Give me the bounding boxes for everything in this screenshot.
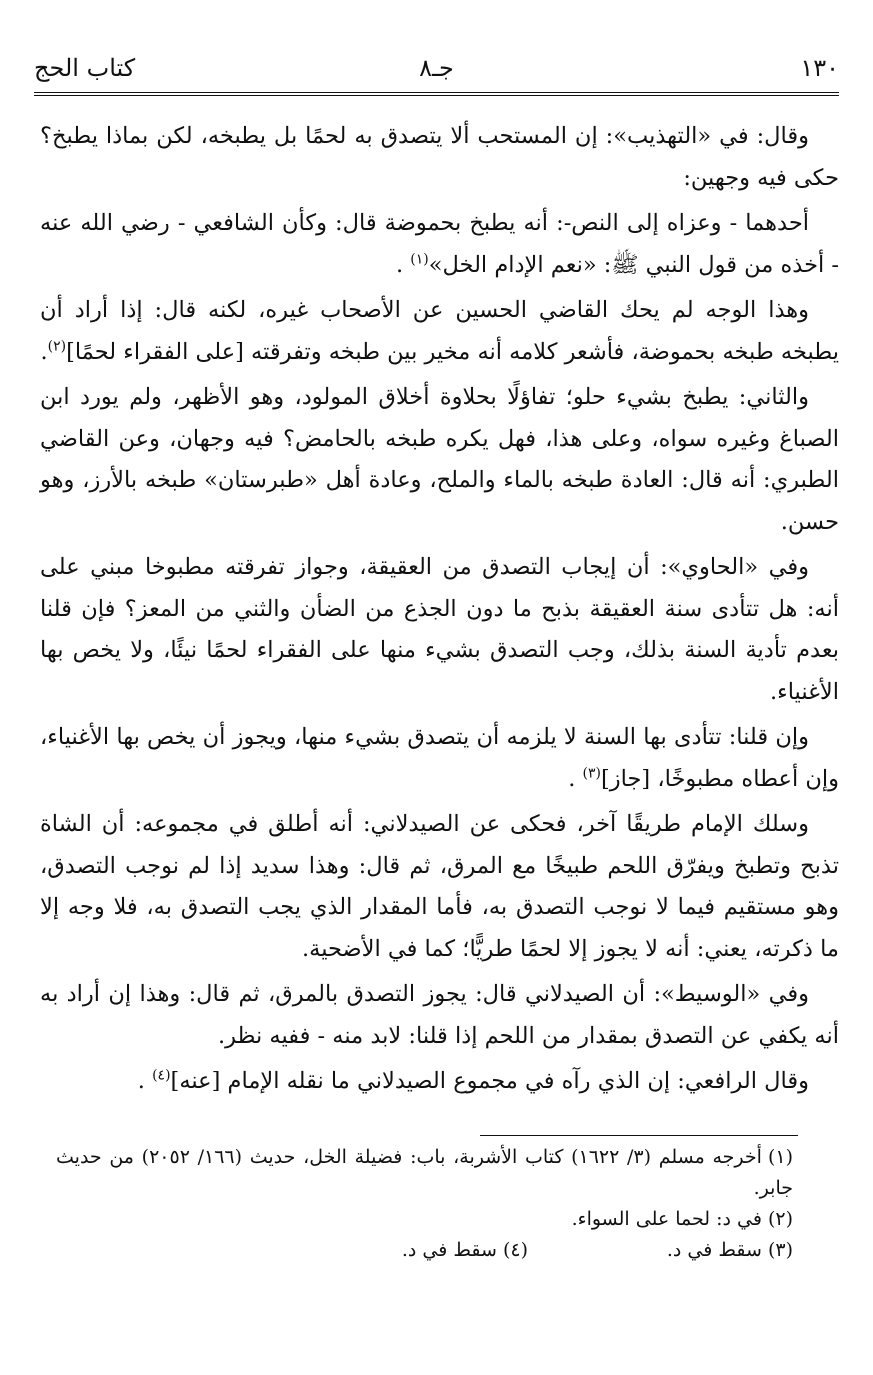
paragraph-text: وقال: في «التهذيب»: إن المستحب ألا يتصدق به لحمًا بل يطبخه، لكن بماذا يطبخ؟ حكى فيه وجهين: bbox=[40, 123, 839, 191]
paragraph-text: وهذا الوجه لم يحك القاضي الحسين عن الأصحاب غيره، لكنه قال: إذا أراد أن يطبخه طبخه بحموضة، فأشعر كلامه أنه مخير بين طبخه وتفرقته [على الفقراء لحمًا] bbox=[40, 297, 839, 365]
footnote-text: سقط في د. bbox=[401, 1239, 497, 1261]
paragraph bbox=[40, 116, 839, 199]
book-title: كتاب الحج bbox=[34, 54, 136, 82]
paragraph bbox=[40, 377, 839, 543]
footnote-row bbox=[56, 1235, 793, 1266]
footnote-marker: (١) bbox=[410, 251, 429, 267]
period: . bbox=[40, 338, 48, 365]
footnote-3 bbox=[528, 1235, 793, 1266]
footnote-marker: (٣) bbox=[582, 765, 601, 781]
paragraph bbox=[40, 717, 839, 800]
paragraph bbox=[40, 290, 839, 373]
footnote-number: (١) bbox=[767, 1146, 793, 1168]
page-number: ١٣٠ bbox=[800, 54, 839, 82]
footnote-text: في د: لحما على السواء. bbox=[571, 1208, 762, 1230]
period: . bbox=[395, 251, 404, 278]
paragraph-text: والثاني: يطبخ بشيء حلو؛ تفاؤلًا بحلاوة أخلاق المولود، وهو الأظهر، ولم يورد ابن الصباغ وغيره سواه، وعلى هذا، فهل يكره طبخه بالحامض؟ فيه وجهان، وعن القاضي الطبري: أنه قال: العادة طبخه بالماء والملح، وعادة أهل «طبرستان» طبخه بالأرز، وهو حسن. bbox=[40, 384, 839, 535]
volume-label: جـ٨ bbox=[419, 54, 454, 82]
footnote-marker: (٢) bbox=[47, 338, 67, 354]
footnote-text: أخرجه مسلم (٣/ ١٦٢٢) كتاب الأشربة، باب: فضيلة الخل، حديث (١٦٦/ ٢٠٥٢) من حديث جابر. bbox=[56, 1146, 793, 1199]
footnote-marker: (٤) bbox=[152, 1067, 171, 1084]
footnote-text: سقط في د. bbox=[666, 1239, 762, 1261]
paragraph bbox=[40, 804, 839, 970]
header-divider bbox=[34, 92, 839, 96]
period: . bbox=[568, 765, 576, 792]
paragraph bbox=[40, 203, 839, 286]
paragraph-text: وإن قلنا: تتأدى بها السنة لا يلزمه أن يتصدق بشيء منها، ويجوز أن يخص بها الأغنياء، وإن أعطاه مطبوخًا، [جاز] bbox=[40, 724, 839, 792]
footnote-number: (٣) bbox=[767, 1239, 793, 1261]
footnote-2 bbox=[56, 1204, 793, 1235]
paragraph bbox=[40, 974, 839, 1057]
main-text bbox=[40, 116, 839, 1107]
footnote-number: (٢) bbox=[767, 1208, 793, 1230]
paragraph-text: وفي «الوسيط»: أن الصيدلاني قال: يجوز التصدق بالمرق، ثم قال: وهذا إن أراد به أنه يكفي عن التصدق بمقدار من اللحم إذا قلنا: لابد منه - ففيه نظر. bbox=[40, 981, 839, 1049]
paragraph-text: وقال الرافعي: إن الذي رآه في مجموع الصيدلاني ما نقله الإمام [عنه] bbox=[170, 1068, 809, 1094]
footnotes bbox=[56, 1142, 793, 1266]
page-header bbox=[34, 50, 839, 90]
footnote-divider bbox=[480, 1135, 798, 1136]
period: . bbox=[137, 1068, 145, 1094]
footnote-1 bbox=[56, 1142, 793, 1204]
paragraph bbox=[40, 547, 839, 713]
paragraph bbox=[40, 1061, 839, 1103]
paragraph-text: وسلك الإمام طريقًا آخر، فحكى عن الصيدلاني: أنه أطلق في مجموعه: أن الشاة تذبح وتطبخ ويفرّق اللحم طبيخًا مع المرق، ثم قال: وهذا سديد إذا لم نوجب التصدق، وهو مستقيم فيما لا نوجب التصدق به، فأما المقدار الذي يجب التصدق به، فلا وجه إلا ما ذكرته، يعني: أنه لا يجوز إلا لحمًا طريًّا؛ كما في الأضحية. bbox=[40, 811, 839, 962]
footnote-number: (٤) bbox=[502, 1239, 528, 1261]
paragraph-text: وفي «الحاوي»: أن إيجاب التصدق من العقيقة، وجواز تفرقته مطبوخا مبني على أنه: هل تتأدى سنة العقيقة بذبح ما دون الجذع من الضأن والثني من المعز؟ فإن قلنا بعدم تأدية السنة بذلك، وجب التصدق بشيء منها على الفقراء لحمًا نيئًا، ولا يخص بها الأغنياء. bbox=[40, 554, 839, 705]
paragraph-text: أحدهما - وعزاه إلى النص-: أنه يطبخ بحموضة قال: وكأن الشافعي - رضي الله عنه - أخذه من قول النبي ﷺ: «نعم الإدام الخل» bbox=[40, 210, 839, 278]
footnote-4 bbox=[402, 1235, 528, 1266]
